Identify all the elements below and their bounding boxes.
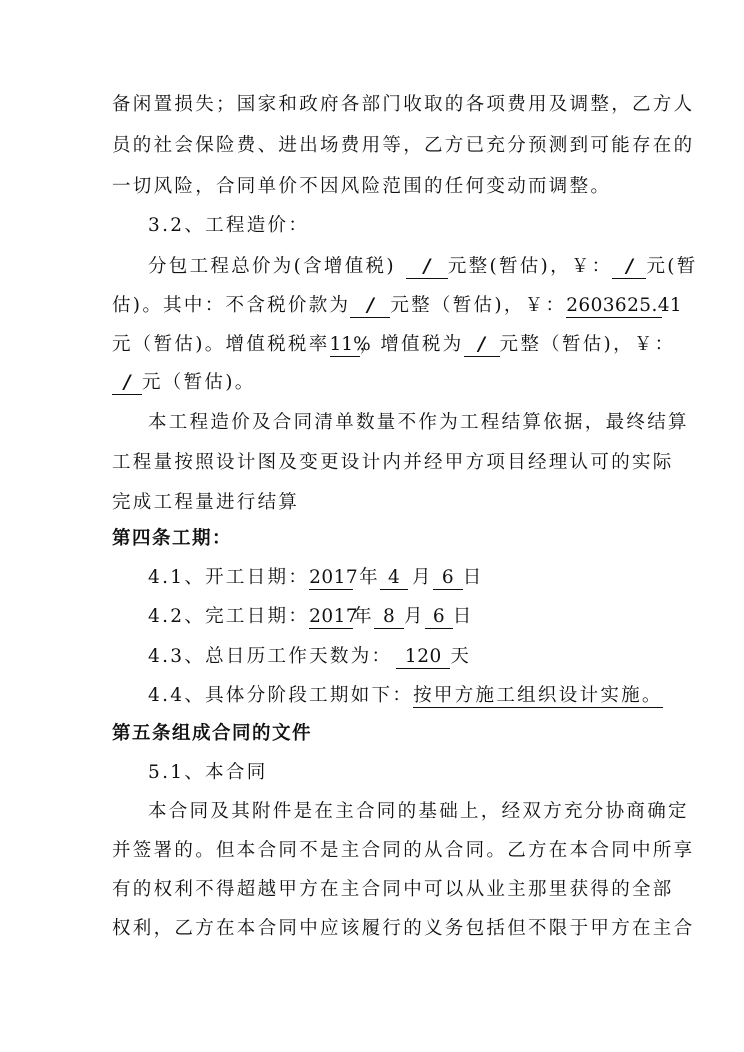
- pretax-price-blank: /: [350, 295, 390, 318]
- total-days-item: [148, 644, 670, 670]
- article-5-paragraph-line-2: 并签署的。但本合同不是主合同的从合同。乙方在本合同中所享: [112, 840, 695, 861]
- section-3-2-title: 3.2、工程造价：: [148, 215, 310, 236]
- article-5-paragraph-line-4: 权利，乙方在本合同中应该履行的义务包括但不限于甲方在主合: [112, 918, 695, 939]
- price-line-1: [148, 254, 698, 280]
- risk-paragraph-line-2: 员的社会保险费、进出场费用等，乙方已充分预测到可能存在的: [112, 135, 695, 156]
- price-line-1-text-a: 分包工程总价为(含增值税): [148, 256, 396, 277]
- price-line-4: [112, 370, 634, 396]
- article-4-heading: 第四条工期：: [112, 528, 233, 549]
- phase-schedule-value: 按甲方施工组织设计实施。: [413, 685, 663, 706]
- start-date-year-char: 年: [359, 567, 380, 588]
- price-line-4-text: 元（暂估)。: [142, 372, 256, 393]
- price-line-1-text-c: 元(暂: [646, 256, 698, 277]
- phase-schedule-label: 4.4、具体分阶段工期如下：: [148, 685, 414, 706]
- start-date-month: 4: [380, 567, 408, 590]
- pretax-amount-value: 2603625.41: [566, 295, 683, 316]
- settlement-paragraph-line-2: 工程量按照设计图及变更设计内并经甲方项目经理认可的实际: [112, 452, 674, 473]
- settlement-paragraph-line-3: 完成工程量进行结算: [112, 492, 300, 513]
- end-date-month: 8: [374, 606, 404, 629]
- end-date-year: 2017: [309, 606, 359, 627]
- risk-paragraph-line-1: 备闲置损失；国家和政府各部门收取的各项费用及调整，乙方人: [112, 94, 695, 115]
- total-days-unit: 天: [450, 646, 472, 667]
- start-date-year: 2017: [309, 567, 359, 588]
- price-line-2-text-b: 元整（暂估)，￥：: [390, 295, 567, 316]
- price-line-3-text-b: ，增值税为: [359, 334, 464, 355]
- end-date-year-char: 年: [353, 606, 374, 627]
- end-date-label: 4.2、完工日期：: [148, 606, 310, 627]
- total-price-yuan-blank: /: [612, 256, 646, 279]
- total-days-value: 120: [396, 646, 450, 669]
- end-date-month-char: 月: [403, 606, 425, 627]
- end-date-day-char: 日: [452, 606, 474, 627]
- vat-yuan-blank: /: [112, 372, 142, 395]
- end-date-day: 6: [425, 606, 453, 629]
- price-line-1-text-b: 元整(暂估)，￥：: [447, 256, 613, 277]
- article-5-paragraph-line-3: 有的权利不得超越甲方在主合同中可以从业主那里获得的全部: [112, 879, 674, 900]
- settlement-paragraph-line-1: 本工程造价及合同清单数量不作为工程结算依据，最终结算: [148, 412, 689, 433]
- start-date-item: [148, 565, 670, 591]
- article-5-item-1: 5.1、本合同: [148, 762, 268, 783]
- vat-amount-blank: /: [464, 334, 500, 357]
- price-line-2: [112, 293, 683, 319]
- price-line-2-text-a: 估)。其中：不含税价款为: [112, 295, 351, 316]
- start-date-label: 4.1、开工日期：: [148, 567, 310, 588]
- article-5-paragraph-line-1: 本合同及其附件是在主合同的基础上，经双方充分协商确定: [148, 801, 689, 822]
- start-date-day: 6: [433, 567, 463, 590]
- price-line-3-text-c: 元整（暂估)，￥：: [499, 334, 676, 355]
- price-line-3: [112, 332, 676, 358]
- risk-paragraph-line-3: 一切风险，合同单价不因风险范围的任何变动而调整。: [112, 176, 612, 197]
- start-date-month-char: 月: [411, 567, 433, 588]
- phase-schedule-item: [148, 683, 670, 709]
- price-line-3-text-a: 元（暂估)。增值税税率: [112, 334, 330, 355]
- vat-rate-value: 11%: [329, 334, 371, 355]
- total-days-label: 4.3、总日历工作天数为：: [148, 646, 393, 667]
- total-price-blank: /: [406, 256, 448, 279]
- start-date-day-char: 日: [462, 567, 484, 588]
- end-date-item: [148, 604, 670, 630]
- article-5-heading: 第五条组成合同的文件: [112, 723, 313, 744]
